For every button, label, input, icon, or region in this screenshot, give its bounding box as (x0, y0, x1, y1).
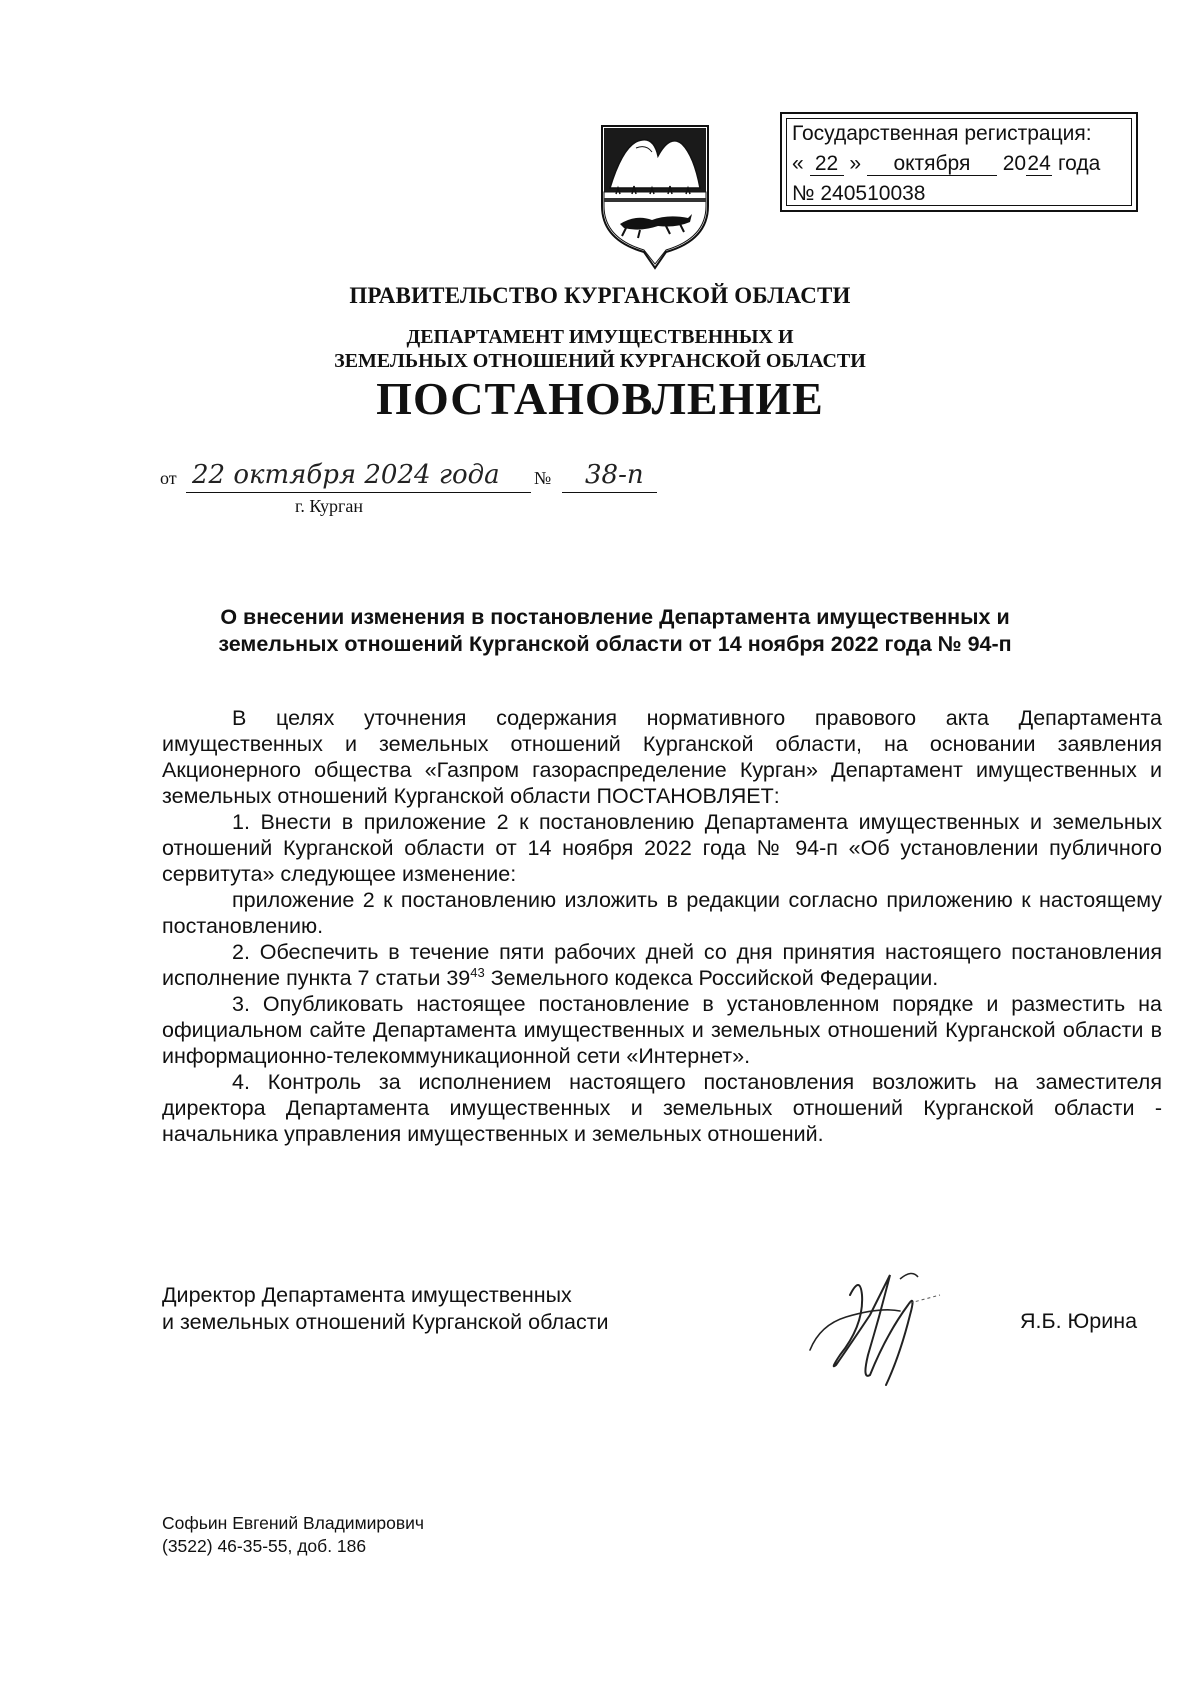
decree-subject (200, 604, 1030, 658)
registration-number-row (792, 182, 1120, 206)
department-title-line2: ЗЕМЕЛЬНЫХ ОТНОШЕНИЙ КУРГАНСКОЙ ОБЛАСТИ (334, 350, 866, 372)
body-paragraph-item-2 (162, 939, 1162, 991)
body-paragraph-item-1-text: приложение 2 к постановлению изложить в редакции согласно приложению к настоящему постановлению. (162, 888, 1162, 938)
department-title (0, 325, 1200, 373)
registration-number: 240510038 (820, 183, 1120, 206)
government-title: ПРАВИТЕЛЬСТВО КУРГАНСКОЙ ОБЛАСТИ (349, 283, 851, 308)
registration-year-suffix: 24 (1027, 152, 1051, 175)
body-paragraph-item-4: 4. Контроль за исполнением настоящего постановления возложить на заместителя директора Департамента имущественных и земельных отношений Курганской области - начальника управления имущественных и земельных отношений. (162, 1070, 1162, 1146)
coat-of-arms-icon (596, 122, 714, 272)
body-paragraph-item-3: 3. Опубликовать настоящее постановление в установленном порядке и разместить на официальном сайте Департамента имущественных и земельных отношений Курганской области в информационно-телекоммуникационной сети «Интернет». (162, 992, 1162, 1068)
registration-date (792, 152, 1100, 176)
handwritten-signature (790, 1255, 950, 1400)
item-2-superscript: 43 (470, 964, 485, 980)
decree-subject-line1: О внесении изменения в постановление Департамента имущественных и (220, 605, 1010, 629)
item-2-text-start: 2. Обеспечить в течение пяти рабочих дней со дня принятия настоящего постановления исполнение пункта 7 статьи 39 (162, 940, 1162, 990)
executor-name: Софьин Евгений Владимирович (162, 1513, 425, 1533)
signer-name: Я.Б. Юрина (1020, 1309, 1138, 1333)
registration-day: 22 (810, 153, 844, 176)
item-2-text-end: Земельного кодекса Российской Федерации. (484, 966, 939, 990)
registration-year-prefix: 20 (1002, 152, 1027, 175)
body-paragraph-preamble: В целях уточнения содержания нормативного правового акта Департамента имущественных и земельных отношений Курганской области, на основании заявления Акционерного общества «Газпром газораспределение Курган» Департамент имущественных и земельных отношений Курганской области ПОСТАНОВЛЯЕТ: (162, 706, 1162, 808)
registration-month: октября (867, 153, 997, 176)
signer-position-line2: и земельных отношений Курганской области (162, 1310, 609, 1334)
decree-subject-line2: земельных отношений Курганской области от 14 ноября 2022 года № 94-п (218, 632, 1012, 656)
body-paragraph-item-1: 1. Внести в приложение 2 к постановлению Департамента имущественных и земельных отношений Курганской области от 14 ноября 2022 года № 94-п «Об установлении публичного сервитута» следующее изменение: (162, 810, 1162, 886)
registration-heading: Государственная регистрация: (792, 122, 1092, 145)
date-from-label: от (160, 468, 177, 488)
registration-day-close: » (849, 152, 862, 175)
decree-number-label: № (534, 468, 552, 488)
executor-phone: (3522) 46-35-55, доб. 186 (162, 1536, 367, 1556)
signer-position-line1: Директор Департамента имущественных (162, 1283, 572, 1307)
decree-number-handwritten: 38-п (585, 460, 644, 490)
signer-position (162, 1282, 609, 1336)
department-title-line1: ДЕПАРТАМЕНТ ИМУЩЕСТВЕННЫХ И (406, 326, 794, 348)
registration-year-word: года (1057, 152, 1101, 175)
executor-contact (162, 1512, 424, 1558)
document-type-title: ПОСТАНОВЛЕНИЕ (376, 373, 824, 424)
registration-day-open: « (792, 152, 804, 175)
registration-stamp (780, 112, 1138, 212)
registration-number-sign: № (792, 182, 815, 205)
decree-date-handwritten: 22 октября 2024 года (192, 460, 500, 490)
decree-body (162, 705, 1162, 1147)
decree-city: г. Курган (295, 496, 364, 516)
